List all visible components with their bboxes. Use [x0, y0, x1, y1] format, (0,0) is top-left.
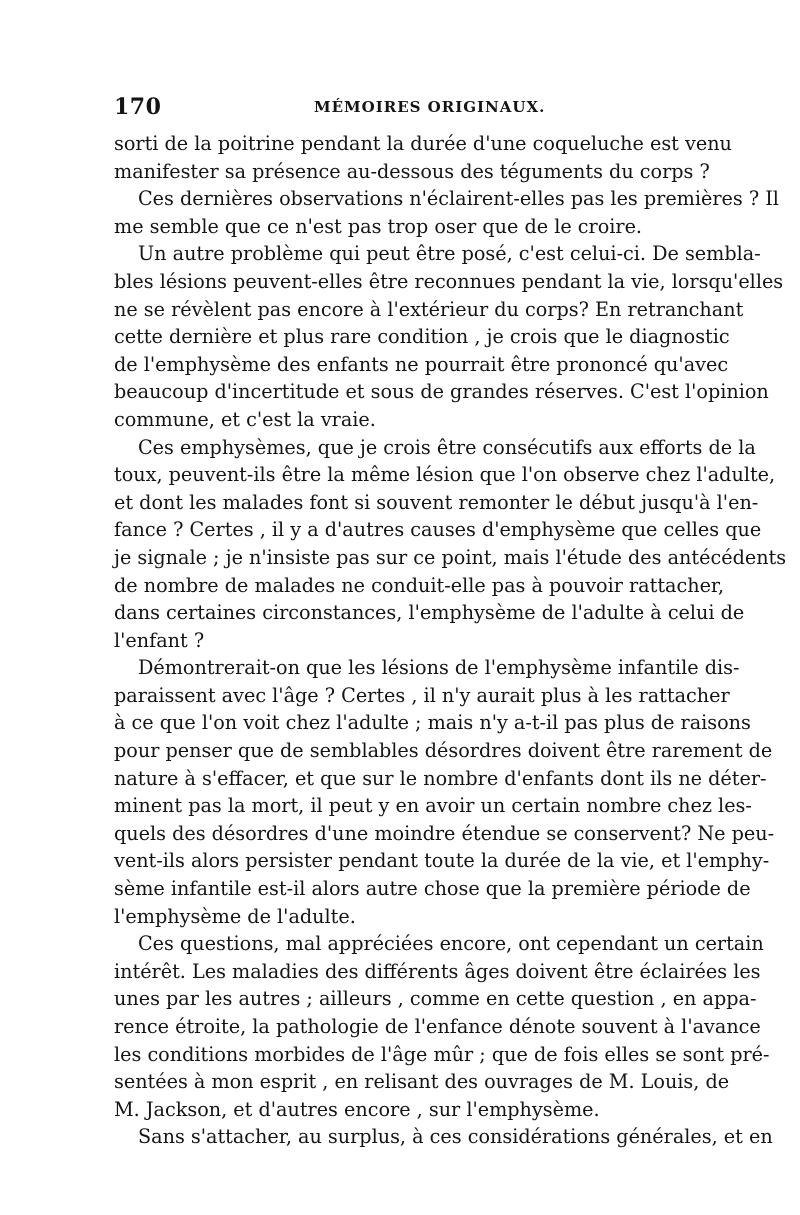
text-line: de nombre de malades ne conduit-elle pas à pouvoir rattacher, [114, 573, 725, 597]
text-line: fance ? Certes , il y a d'autres causes d'emphysème que celles que [114, 518, 762, 542]
text-line: de l'emphysème des enfants ne pourrait être prononcé qu'avec [114, 352, 729, 376]
text-line: je signale ; je n'insiste pas sur ce point, mais l'étude des antécédents [114, 545, 787, 569]
text-line: Démontrerait-on que les lésions de l'emphysème infantile dis- [138, 656, 740, 680]
body-text [114, 130, 787, 1151]
text-line: cette dernière et plus rare condition , je crois que le diagnostic [114, 325, 730, 349]
text-line: M. Jackson, et d'autres encore , sur l'emphysème. [114, 1097, 600, 1121]
text-line: commune, et c'est la vraie. [114, 407, 376, 431]
text-line: manifester sa présence au-dessous des téguments du corps ? [114, 159, 710, 183]
text-line: sème infantile est-il alors autre chose que la première période de [114, 877, 751, 901]
text-line: toux, peuvent-ils être la même lésion que l'on observe chez l'adulte, [114, 463, 776, 487]
text-line: bles lésions peuvent-elles être reconnues pendant la vie, lorsqu'elles [114, 269, 784, 293]
text-line: paraissent avec l'âge ? Certes , il n'y aurait plus à les rattacher [114, 683, 730, 707]
text-line: nature à s'effacer, et que sur le nombre d'enfants dont ils ne déter- [114, 766, 767, 790]
text-line: Un autre problème qui peut être posé, c'est celui-ci. De sembla- [138, 242, 761, 266]
text-line: Ces dernières observations n'éclairent-elles pas les premières ? Il [138, 187, 779, 211]
text-line: sentées à mon esprit , en relisant des ouvrages de M. Louis, de [114, 1070, 730, 1094]
text-line: me semble que ce n'est pas trop oser que de le croire. [114, 214, 643, 238]
page-header [114, 94, 686, 124]
text-line: ne se révèlent pas encore à l'extérieur du corps? En retranchant [114, 297, 744, 321]
text-line: à ce que l'on voit chez l'adulte ; mais n'y a-t-il pas plus de raisons [114, 711, 751, 735]
page-number: 170 [114, 94, 162, 120]
text-line: rence étroite, la pathologie de l'enfance dénote souvent à l'avance [114, 1015, 761, 1038]
text-line: Ces emphysèmes, que je crois être consécutifs aux efforts de la [138, 435, 756, 459]
text-line: sorti de la poitrine pendant la durée d'une coqueluche est venu [114, 132, 732, 155]
text-line: intérêt. Les maladies des différents âges doivent être éclairées les [114, 959, 761, 983]
text-line: beaucoup d'incertitude et sous de grandes réserves. C'est l'opinion [114, 380, 769, 404]
text-line: les conditions morbides de l'âge mûr ; que de fois elles se sont pré- [114, 1042, 770, 1066]
text-line: Sans s'attacher, au surplus, à ces considérations générales, et en [138, 1125, 773, 1149]
text-line: minent pas la mort, il peut y en avoir un certain nombre chez les- [114, 794, 752, 818]
text-line: l'enfant ? [114, 628, 205, 652]
text-line: quels des désordres d'une moindre étendue se conservent? Ne peu- [114, 821, 775, 845]
text-line: unes par les autres ; ailleurs , comme en cette question , en appa- [114, 987, 757, 1011]
text-line: vent-ils alors persister pendant toute la durée de la vie, et l'emphy- [114, 849, 770, 873]
text-line: dans certaines circonstances, l'emphysème de l'adulte à celui de [114, 601, 745, 625]
text-line: Ces questions, mal appréciées encore, ont cependant un certain [138, 932, 764, 956]
text-line: pour penser que de semblables désordres doivent être rarement de [114, 739, 773, 763]
text-line: l'emphysème de l'adulte. [114, 904, 356, 928]
text-line: et dont les malades font si souvent remonter le début jusqu'à l'en- [114, 490, 759, 514]
running-title: MÉMOIRES ORIGINAUX. [314, 98, 546, 116]
